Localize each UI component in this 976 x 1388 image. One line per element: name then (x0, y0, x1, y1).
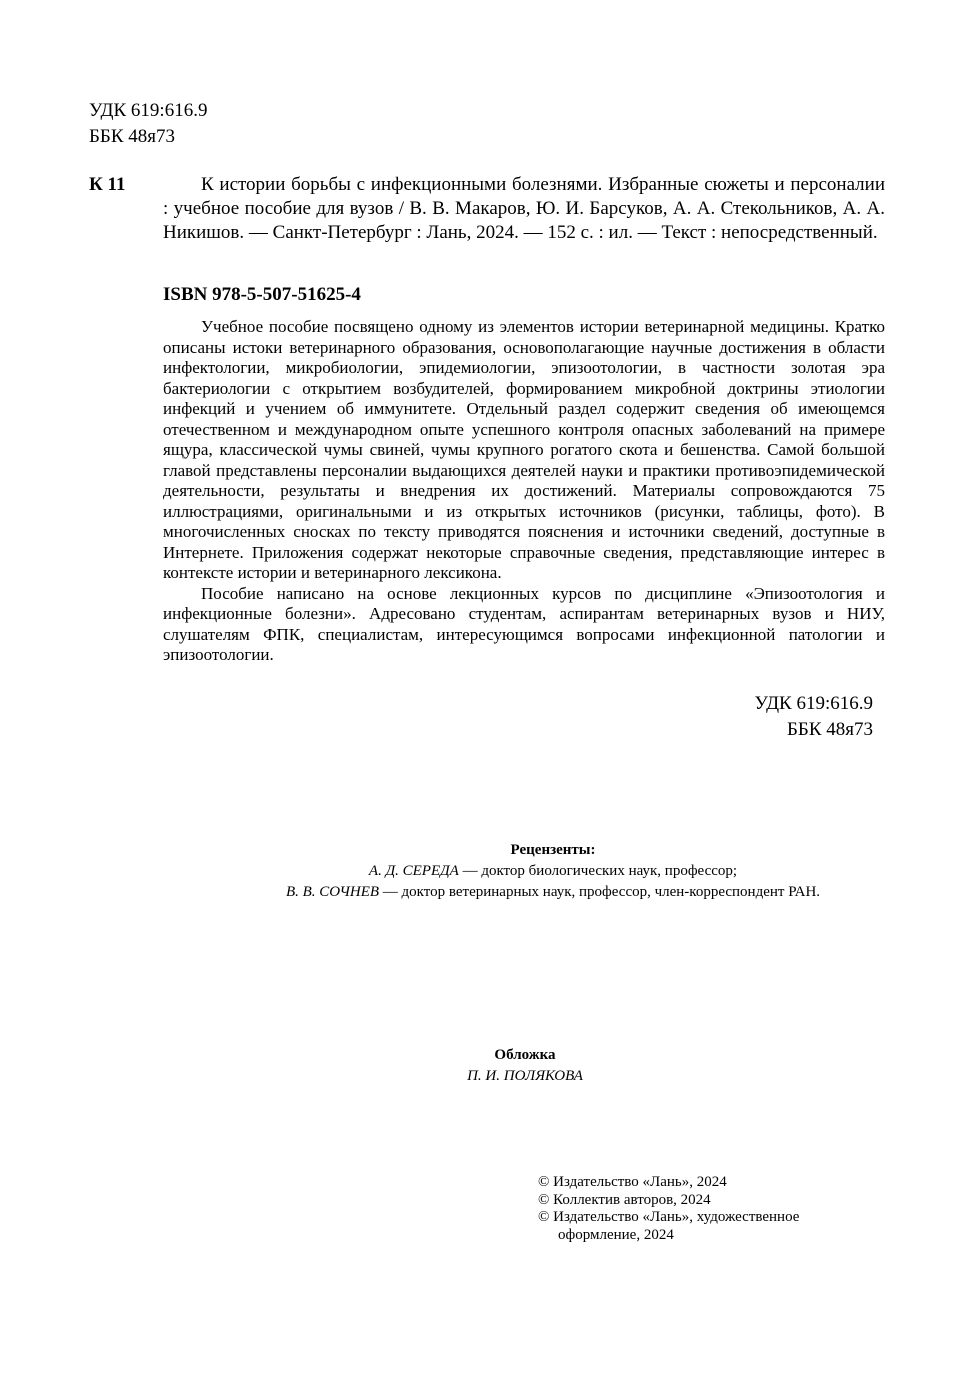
abstract (163, 317, 885, 666)
copyright-line-4: оформление, 2024 (558, 1226, 674, 1243)
bottom-udk: УДК 619:616.9 (754, 693, 873, 714)
copyright-line-2: © Коллектив авторов, 2024 (538, 1191, 711, 1208)
top-classification-codes (89, 98, 207, 150)
reviewer-2-desc: — доктор ветеринарных наук, профессор, член-корреспондент РАН. (379, 884, 821, 900)
reviewer-2 (0, 882, 976, 903)
copyright-block (538, 1174, 799, 1244)
cover-block (0, 1045, 976, 1087)
isbn: ISBN 978-5-507-51625-4 (163, 284, 361, 305)
copyright-line-1: © Издательство «Лань», 2024 (538, 1174, 727, 1190)
abstract-paragraph-1: Учебное пособие посвящено одному из элементов истории ветеринарной медицины. Кратко описаны истоки ветеринарного образования, основополагающие научные достижения в области инфектологии, микробиологии, эпидемиологии, эпизоотологии, в частности золотая эра бактериологии с открытием возбудителей, формированием микробной доктрины этиологии инфекций и учением об иммунитете. Отдельный раздел содержит сведения об имеющемся отечественном и международном опыте успешного контроля опасных заболеваний на примере ящура, классической чумы свиней, чумы крупного рогатого скота и бешенства. Самой большой главой представлены персоналии выдающихся деятелей науки и практики противоэпидемической деятельности, результаты и внедрения их достижений. Материалы сопровождаются 75 иллюстрациями, оригинальными и из открытых источников (рисунки, таблицы, фото). В многочисленных сносках по тексту приводятся пояснения и источники сведений, доступные в Интернете. Приложения содержат некоторые справочные сведения, представляющие интерес в контексте истории и ветеринарного лексикона. (163, 317, 885, 582)
author-mark: К 11 (89, 174, 126, 195)
reviewer-1 (0, 861, 976, 882)
cover-designer: П. И. ПОЛЯКОВА (467, 1068, 583, 1084)
copyright-line-3: © Издательство «Лань», художественное (538, 1209, 800, 1225)
bottom-bbk: ББК 48я73 (787, 719, 873, 740)
reviewer-1-name: А. Д. СЕРЕДА (368, 863, 459, 879)
reviewers-heading: Рецензенты: (510, 842, 596, 858)
cover-heading: Обложка (494, 1047, 556, 1063)
bibliographic-entry: К истории борьбы с инфекционными болезнями. Избранные сюжеты и персоналии : учебное пособие для вузов / В. В. Макаров, Ю. И. Барсуков, А. А. Стекольников, А. А. Никишов. — Санкт-Петербург : Лань, 2024. — 152 с. : ил. — Текст : непосредственный. (163, 174, 885, 243)
top-bbk: ББК 48я73 (89, 126, 175, 147)
reviewer-2-name: В. В. СОЧНЕВ (285, 884, 380, 900)
reviewer-1-desc: — доктор биологических наук, профессор; (458, 863, 738, 879)
top-udk: УДК 619:616.9 (89, 100, 208, 121)
reviewers-block (0, 840, 976, 903)
bottom-classification-codes (755, 691, 873, 743)
abstract-paragraph-2: Пособие написано на основе лекционных курсов по дисциплине «Эпизоотология и инфекционные болезни». Адресовано студентам, аспирантам ветеринарных вузов и НИУ, слушателям ФПК, специалистам, интересующимся вопросами инфекционной патологии и эпизоотологии. (163, 583, 885, 664)
